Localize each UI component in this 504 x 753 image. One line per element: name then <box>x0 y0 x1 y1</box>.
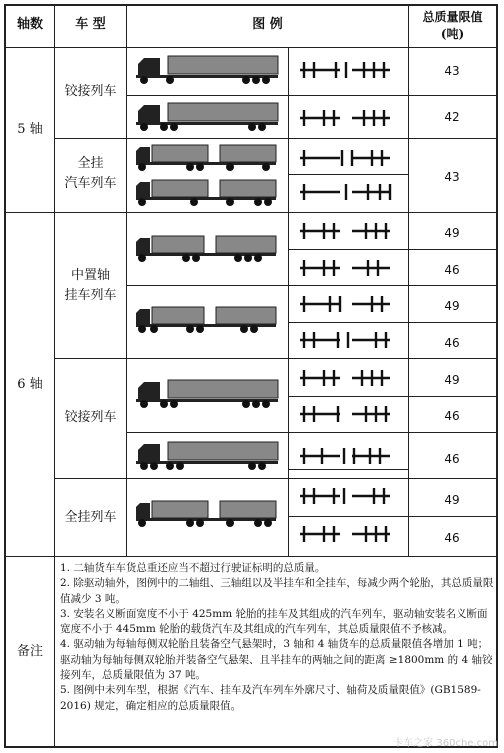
header-divider <box>4 47 498 48</box>
col-divider-remarks <box>54 556 55 748</box>
remarks-list <box>56 561 496 714</box>
header-axles: 轴数 <box>16 17 43 32</box>
type-articulated-6: 铰接列车 <box>64 410 117 425</box>
type-articulated: 铰接列车 <box>64 84 117 99</box>
border-right <box>496 4 498 748</box>
limit-row4: 49 <box>444 226 460 240</box>
header-example: 图 例 <box>252 17 283 32</box>
type-full-trailer-l2: 汽车列车 <box>64 176 117 191</box>
truck-articulated-image <box>134 440 280 472</box>
limit-row1: 43 <box>444 64 460 78</box>
col-divider-2 <box>126 4 127 556</box>
type-divider-1 <box>55 138 498 139</box>
truck-full-trailer-image <box>134 143 280 173</box>
col-divider-3 <box>288 48 289 556</box>
header-type: 车 型 <box>75 17 106 32</box>
limit-row11: 49 <box>444 493 460 507</box>
remark-item-4: 4. 驱动轴为每轴每侧双轮胎且装备空气悬架时，3 轴和 4 轴货车的总质量限值各增加 1 吨；驱动轴为每轴每侧双轮胎并装备空气悬架、且半挂车的两轴之间的距离 ≥1800mm 的 4 轴铰接列车，总质量限值为 37 吨。 <box>60 638 493 682</box>
type-full-trailer-6: 全挂列车 <box>64 510 117 525</box>
type-divider-2 <box>55 358 498 359</box>
group-5-axle: 5 轴 <box>17 122 43 137</box>
limit-row12: 46 <box>444 531 460 545</box>
limit-row3: 43 <box>444 170 460 184</box>
truck-center-axle-image <box>134 232 280 264</box>
limit-row10: 46 <box>444 452 460 466</box>
remark-item-5: 5. 图例中未列车型，根据《汽车、挂车及汽车列车外廓尺寸、轴荷及质量限值》(GB1589-2016) 规定，确定相应的总质量限值。 <box>60 684 481 712</box>
watermark-text: 卡车之家 360che.com <box>393 738 498 749</box>
truck-articulated-image <box>134 378 280 410</box>
remark-item-1: 1. 二轴货车车货总重还应当不超过行驶证标明的总质量。 <box>60 562 326 574</box>
truck-full-trailer-image <box>134 178 280 208</box>
header-mass-line1: 总质量限值 <box>422 10 483 24</box>
group-divider <box>4 212 498 213</box>
truck-semi-trailer-image <box>134 101 280 133</box>
limit-row5: 46 <box>444 263 460 277</box>
type-divider-3 <box>55 478 498 479</box>
type-center-axle-l1: 中置轴 <box>70 268 110 283</box>
type-center-axle-l2: 挂车列车 <box>64 288 117 303</box>
remarks-divider <box>4 556 498 557</box>
border-top <box>4 4 498 6</box>
limit-row8: 49 <box>444 373 460 387</box>
remark-item-2: 2. 除驱动轴外，图例中的二轴组、三轴组以及半挂车和全挂车，每减少两个轮胎，其总质量限值减少 3 吨。 <box>60 577 494 605</box>
col-divider-4 <box>408 4 409 556</box>
border-left <box>4 4 6 748</box>
limit-row9: 46 <box>444 409 460 423</box>
limit-row2: 42 <box>444 110 460 124</box>
truck-semi-trailer-image <box>134 54 280 86</box>
axle-diagram-rows <box>290 48 408 556</box>
limit-row6: 49 <box>444 299 460 313</box>
remark-item-3: 3. 安装名义断面宽度不小于 425mm 轮胎的挂车及其组成的汽车列车，驱动轴安装名义断面宽度不小于 445mm 轮胎的载货汽车及其组成的汽车列车，其总质量限值不予核减。 <box>60 607 488 636</box>
type-full-trailer-l1: 全挂 <box>77 156 104 171</box>
remarks-label: 备注 <box>16 644 43 659</box>
limit-row7: 46 <box>444 336 460 350</box>
truck-full-trailer-6-image <box>134 497 280 529</box>
group-6-axle: 6 轴 <box>17 377 43 392</box>
header-mass-line2: (吨) <box>440 27 465 41</box>
truck-center-axle-image <box>134 303 280 335</box>
